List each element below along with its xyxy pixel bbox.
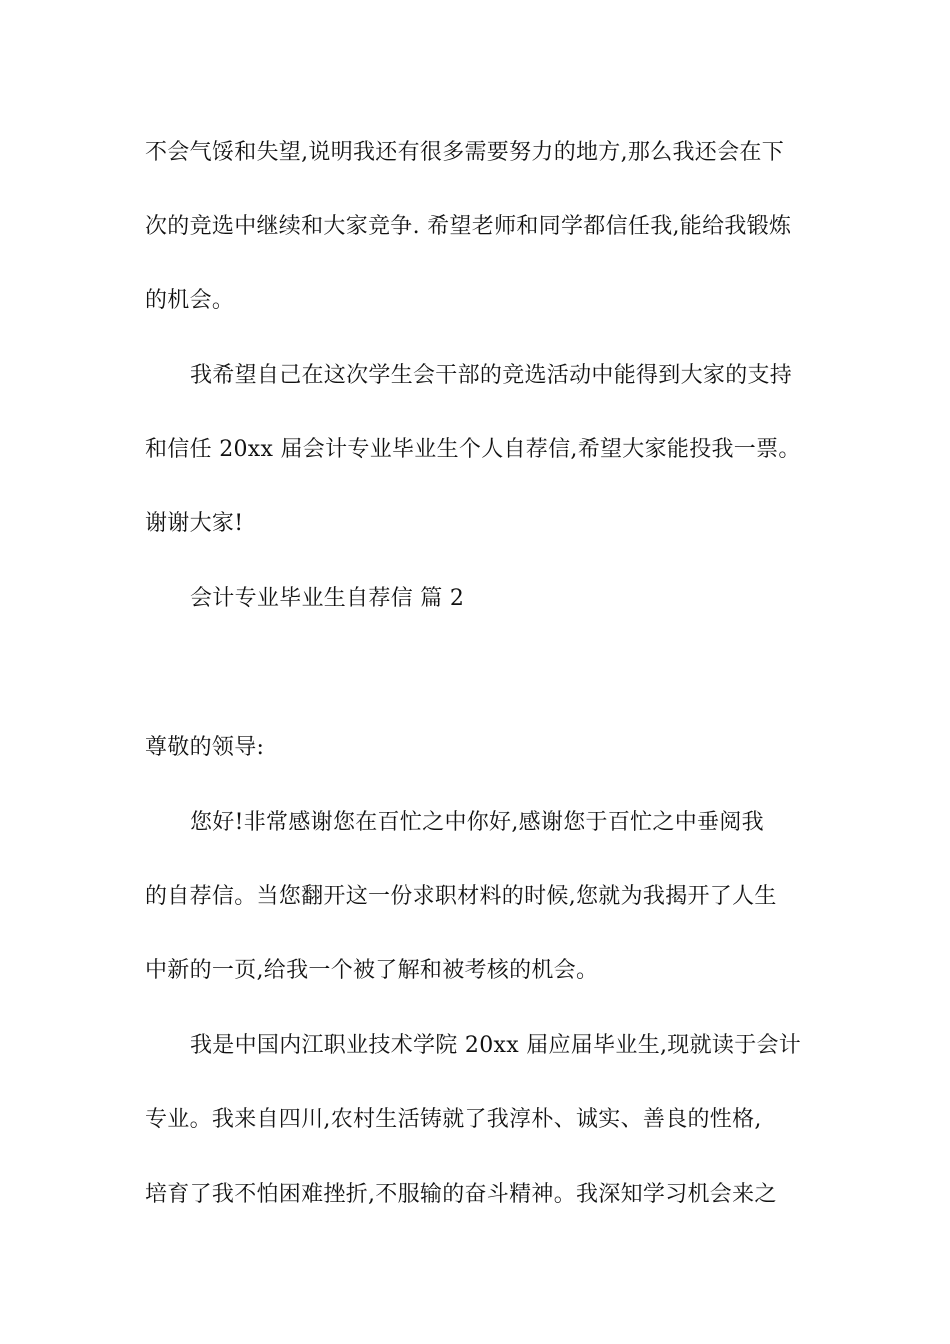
text-line: 谢谢大家! xyxy=(145,511,244,536)
text-line: 中新的一页,给我一个被了解和被考核的机会。 xyxy=(145,958,599,983)
text-line: 的机会。 xyxy=(145,288,235,313)
section-heading: 会计专业毕业生自荐信 篇 2 xyxy=(190,586,465,611)
text-line: 我希望自己在这次学生会干部的竞选活动中能得到大家的支持 xyxy=(190,363,793,388)
text-line: 的自荐信。当您翻开这一份求职材料的时候,您就为我揭开了人生 xyxy=(145,884,777,909)
text-line: 和信任 20xx 届会计专业毕业生个人自荐信,希望大家能投我一票。 xyxy=(145,437,801,462)
salutation: 尊敬的领导: xyxy=(145,735,265,760)
text-line: 培育了我不怕困难挫折,不服输的奋斗精神。我深知学习机会来之 xyxy=(145,1182,777,1207)
text-line: 次的竞选中继续和大家竞争. 希望老师和同学都信任我,能给我锻炼 xyxy=(145,214,792,239)
text-line: 您好!非常感谢您在百忙之中你好,感谢您于百忙之中垂阅我 xyxy=(190,810,764,835)
text-line: 专业。我来自四川,农村生活铸就了我淳朴、诚实、善良的性格, xyxy=(145,1107,762,1132)
text-line: 我是中国内江职业技术学院 20xx 届应届毕业生,现就读于会计 xyxy=(190,1033,802,1058)
text-line: 不会气馁和失望,说明我还有很多需要努力的地方,那么我还会在下 xyxy=(145,140,784,165)
